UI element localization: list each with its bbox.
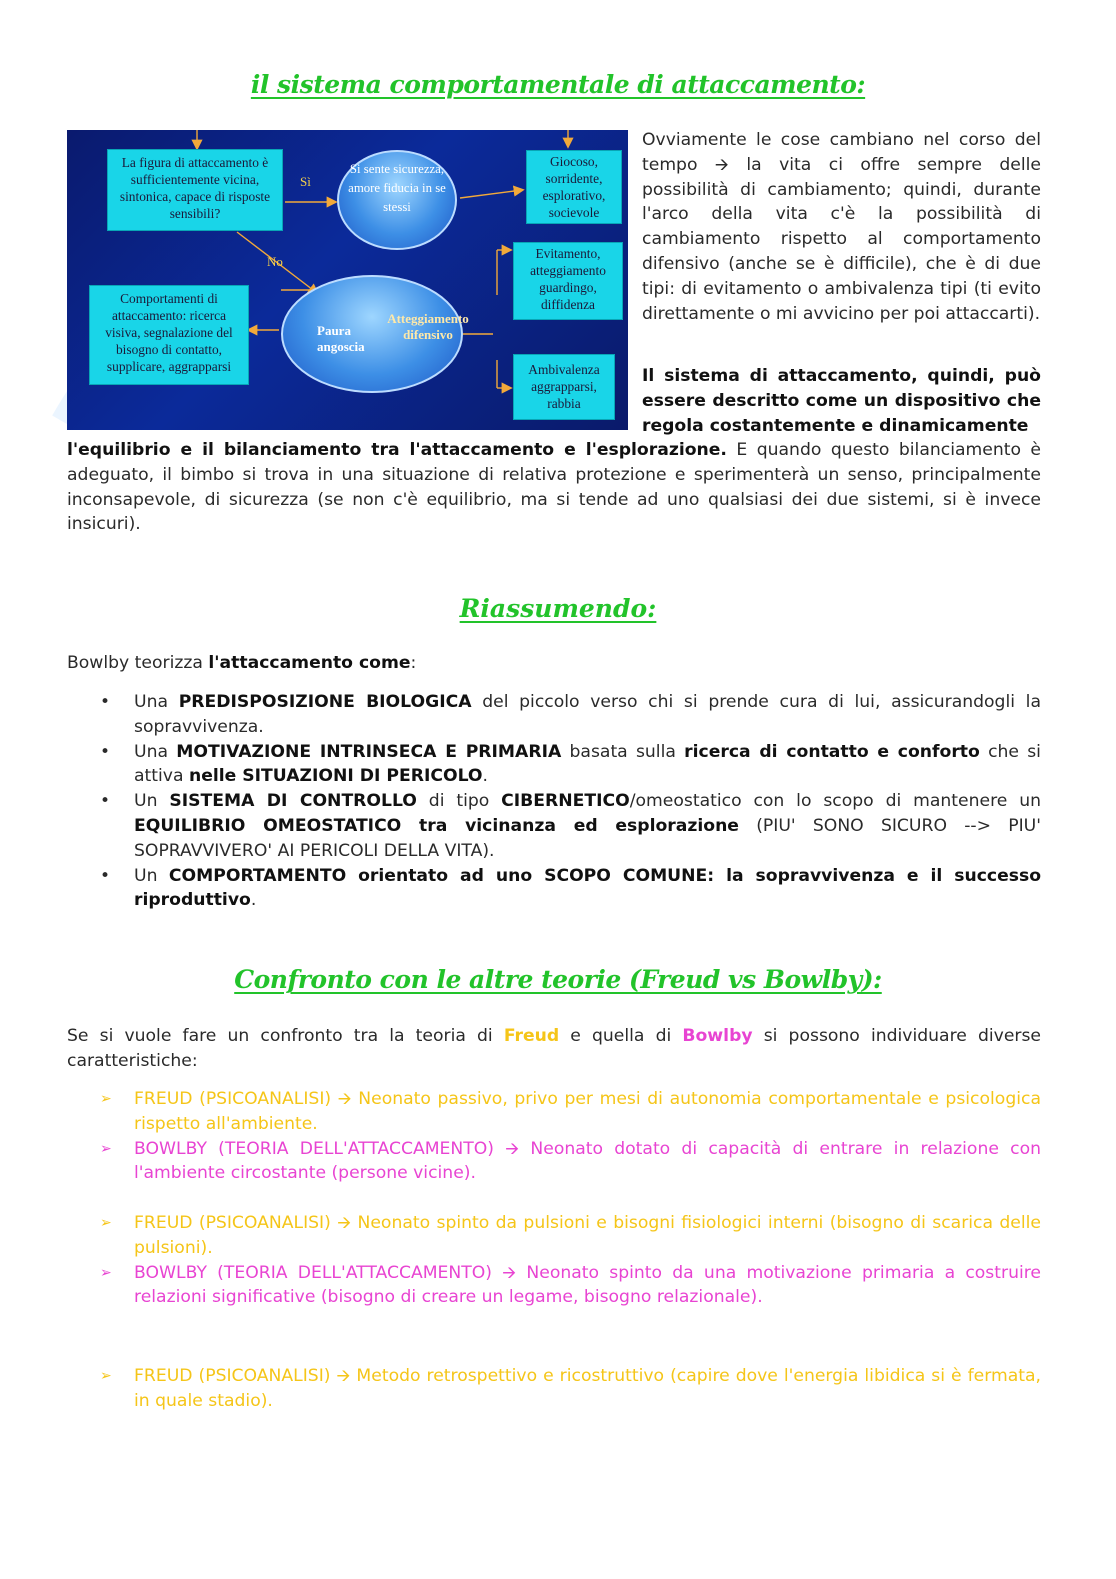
paragraph-balance-bold: l'equilibrio e il bilanciamento tra l'attaccamento e l'esplorazione. (67, 440, 727, 460)
b3-f: EQUILIBRIO OMEOSTATICO tra vicinanza ed esplorazione (134, 815, 739, 836)
diagram-label-yes: Sì (300, 174, 311, 189)
ci-a: Se si vuole fare un confronto tra la teoria di (67, 1026, 504, 1046)
list-item (67, 1211, 1041, 1261)
comparison-text: FREUD (PSICOANALISI) 🡪 Neonato spinto da pulsioni e bisogni fisiologici interni (bisogno di scarica delle pulsioni). (134, 1213, 1041, 1258)
diagram-oval-defensive-text: Atteggiamento difensivo (387, 311, 469, 342)
b2-f: nelle SITUAZIONI DI PERICOLO (188, 766, 483, 787)
summary-intro-b: l'attaccamento come (208, 653, 411, 673)
diagram-box-question: La figura di attaccamento è sufficientemente vicina, sintonica, capace di risposte sensibili? (107, 149, 283, 231)
b3-c: di tipo (416, 791, 502, 812)
comparison-list-1 (67, 1087, 1041, 1186)
b2-b: MOTIVAZIONE INTRINSECA E PRIMARIA (176, 741, 562, 762)
arrow-bullet-icon: ➢ (100, 1264, 112, 1281)
diagram-box-ambivalence: Ambivalenza aggrapparsi, rabbia (513, 354, 615, 420)
paragraph-change-over-time: Ovviamente le cose cambiano nel corso del tempo 🡪 la vita ci offre sempre delle possibilità di cambiamento; quindi, durante l'arco della vita c'è la possibilità di cambiamento rispetto al comportamento difensivo (anche se è difficile), che è di due tipi: di evitamento o ambivalenza tipi (ti evito direttamente o mi avvicino per poi attaccarti). (642, 130, 1041, 324)
summary-bullet-list (67, 690, 1041, 913)
comparison-text: BOWLBY (TEORIA DELL'ATTACCAMENTO) 🡪 Neonato spinto da una motivazione primaria a costruire relazioni significative (bisogno di creare un legame, bisogno relazionale). (134, 1262, 1041, 1308)
section-title-summary: Riassumendo: (459, 594, 657, 623)
diagram-oval-fear (281, 275, 469, 393)
freud-label: Freud (503, 1026, 560, 1046)
paragraph-balance-text: E quando questo bilanciamento è adeguato, il bimbo si trova in una situazione di relativa protezione e sperimenterà un senso, principalmente inconsapevole, di sicurezza (se non c'è equilibrio, ma si tende ad uno qualsiasi dei due sistemi, si è invece insicuri). (67, 440, 1041, 535)
attachment-system-diagram (67, 130, 628, 430)
ci-c: si possono individuare diverse caratteristiche: (67, 1026, 1041, 1071)
summary-intro (67, 651, 1041, 676)
ci-b: e quella di (559, 1026, 683, 1046)
diagram-box-attachment-behaviours: Comportamenti di attaccamento: ricerca visiva, segnalazione del bisogno di contatto, supplicare, aggrapparsi (89, 285, 249, 385)
bowlby-label: Bowlby (682, 1026, 753, 1046)
arrow-bullet-icon: ➢ (100, 1140, 112, 1157)
section-title-comparison: Confronto con le altre teorie (Freud vs Bowlby): (234, 965, 882, 994)
comparison-text: BOWLBY (TEORIA DELL'ATTACCAMENTO) 🡪 Neonato dotato di capacità di entrare in relazione con l'ambiente circostante (persone vicine). (134, 1138, 1041, 1184)
b2-c: basata sulla (561, 741, 685, 762)
list-item (67, 690, 1041, 740)
b3-b: SISTEMA DI CONTROLLO (169, 791, 417, 812)
arrow-bullet-icon: ➢ (100, 1368, 112, 1384)
list-item (67, 1261, 1041, 1311)
b2-e: che si attiva (134, 741, 1041, 787)
list-item (67, 1364, 1041, 1414)
comparison-intro (67, 1024, 1041, 1074)
arrow-bullet-icon: ➢ (100, 1091, 112, 1107)
comparison-text: FREUD (PSICOANALISI) 🡪 Neonato passivo, privo per mesi di autonomia comportamentale e psicologica rispetto all'ambiente. (134, 1089, 1041, 1134)
section-title-attachment-system: il sistema comportamentale di attaccamento: (250, 70, 866, 99)
b2-d: ricerca di contatto e conforto (684, 741, 980, 762)
diagram-oval-security-text: Si sente sicurezza, amore fiducia in se stessi (348, 162, 446, 214)
paragraph-bold-definition-text: Il sistema di attaccamento, quindi, può essere descritto come un dispositivo che regola costantemente e dinamicamente (642, 366, 1041, 436)
b1-c: del piccolo verso chi si prende cura di lui, assicurandogli la sopravvivenza. (134, 692, 1041, 737)
b2-g: . (482, 766, 488, 787)
list-item (67, 789, 1041, 863)
comparison-list-2 (67, 1211, 1041, 1310)
b4-c: . (250, 890, 257, 911)
summary-intro-a: Bowlby teorizza (67, 653, 209, 673)
list-item (67, 740, 1041, 790)
diagram-label-no: No (267, 254, 283, 269)
arrow-bullet-icon: ➢ (100, 1215, 112, 1231)
list-item (67, 1137, 1041, 1187)
paragraph-balance (67, 438, 1041, 537)
diagram-box-playful: Giocoso, sorridente, esplorativo, socievole (526, 150, 622, 224)
b4-a: Un (134, 865, 169, 886)
summary-intro-c: : (410, 653, 417, 673)
b3-g: (PIU' SONO SICURO --> PIU' SOPRAVVIVERO' AI PERICOLI DELLA VITA). (134, 815, 1041, 861)
b1-b: PREDISPOSIZIONE BIOLOGICA (178, 692, 472, 712)
comparison-list-3 (67, 1364, 1041, 1414)
b1-a: Una (134, 692, 179, 712)
b3-d: CIBERNETICO (501, 791, 630, 812)
comparison-text: FREUD (PSICOANALISI) 🡪 Metodo retrospettivo e ricostruttivo (capire dove l'energia libidica si è fermata, in quale stadio). (134, 1366, 1041, 1411)
b3-a: Un (134, 791, 170, 812)
diagram-oval-fear-text: Paura angoscia (317, 323, 365, 354)
b2-a: Una (134, 741, 177, 762)
diagram-box-avoidance: Evitamento, atteggiamento guardingo, diffidenza (513, 242, 623, 320)
b4-b: COMPORTAMENTO orientato ad uno SCOPO COMUNE: la sopravvivenza e il successo riproduttivo (134, 865, 1042, 911)
list-item (67, 864, 1041, 914)
paragraph-bold-definition (642, 364, 1041, 438)
b3-e: /omeostatico con lo scopo di mantenere un (629, 791, 1042, 812)
diagram-oval-security (337, 150, 457, 250)
list-item (67, 1087, 1041, 1137)
